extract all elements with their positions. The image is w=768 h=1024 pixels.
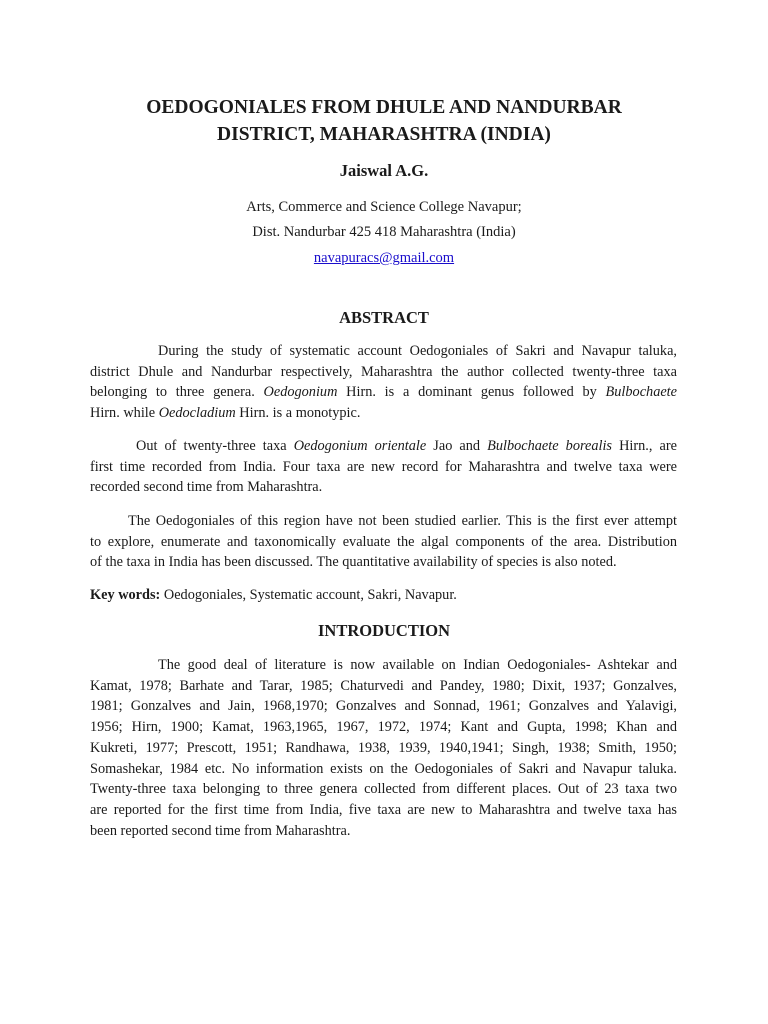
genus-name: Oedocladium <box>158 405 236 422</box>
abstract-paragraph-2 <box>90 436 677 498</box>
introduction-paragraph <box>90 655 677 841</box>
text-line: The Oedogoniales of this region have not been studied earlier. This is the first ever attempt <box>128 513 677 529</box>
text-line <box>90 403 677 424</box>
affiliation-line-1: Arts, Commerce and Science College Navapur; <box>246 199 522 215</box>
title-line-2: DISTRICT, MAHARASHTRA (INDIA) <box>217 124 551 145</box>
text-line: first time recorded from India. Four taxa are new record for Maharashtra and twelve taxa were <box>90 458 677 475</box>
text-line: district Dhule and Nandurbar respectively, Maharashtra the author collected twenty-three taxa <box>90 363 677 380</box>
text-span: Jao and <box>426 438 488 454</box>
text-line <box>90 585 677 606</box>
text-line: 1956; Hirn, 1900; Kamat, 1963,1965, 1967, 1972, 1974; Kant and Gupta, 1998; Khan and <box>90 719 677 736</box>
keywords-text: Oedogoniales, Systematic account, Sakri, Navapur. <box>160 587 457 603</box>
text-line: been reported second time from Maharashtra. <box>90 822 351 839</box>
species-name: Oedogonium orientale <box>293 438 427 454</box>
keywords-line <box>90 585 677 606</box>
keywords-label: Key words: <box>90 587 161 603</box>
text-span: Out of twenty-three taxa <box>136 438 294 454</box>
text-line: Somashekar, 1984 etc. No information exists on the Oedogoniales of Sakri and Navapur taluka. <box>90 760 677 777</box>
text-line <box>90 382 677 403</box>
title-line-1: OEDOGONIALES FROM DHULE AND NANDURBAR <box>146 97 622 118</box>
text-line: During the study of systematic account Oedogoniales of Sakri and Navapur taluka, <box>158 343 677 359</box>
author-name: Jaiswal A.G. <box>339 161 429 180</box>
email-link[interactable]: navapuracs@gmail.com <box>313 250 455 266</box>
text-line: Twenty-three taxa belonging to three genera collected from different places. Out of 23 taxa two <box>90 781 677 798</box>
abstract-paragraph-3 <box>90 511 677 573</box>
text-line: Kukreti, 1977; Prescott, 1951; Randhawa, 1938, 1939, 1940,1941; Singh, 1938; Smith, 1950; <box>90 739 677 756</box>
text-line: are reported for the first time from India, five taxa are new to Maharashtra and twelve taxa has <box>90 801 677 818</box>
affiliation-line-2: Dist. Nandurbar 425 418 Maharashtra (India) <box>252 224 516 240</box>
text-span: Hirn., are <box>612 438 677 454</box>
text-line: of the taxa in India has been discussed. The quantitative availability of species is also noted. <box>90 554 617 571</box>
paper-title <box>60 94 708 148</box>
text-line: 1981; Gonzalves and Jain, 1968,1970; Gonzalves and Sonnad, 1961; Gonzalves and Yalavigi, <box>90 698 677 715</box>
species-name: Bulbochaete borealis <box>487 438 612 454</box>
text-line: recorded second time from Maharashtra. <box>90 479 323 496</box>
text-span: Hirn. is a dominant genus followed by <box>337 384 606 401</box>
abstract-heading: ABSTRACT <box>339 308 429 327</box>
text-line: The good deal of literature is now available on Indian Oedogoniales- Ashtekar and <box>158 657 677 673</box>
text-line <box>90 436 677 457</box>
text-span: belonging to three genera. <box>90 384 264 401</box>
introduction-heading: INTRODUCTION <box>317 621 451 640</box>
affiliation-email-line <box>0 248 768 268</box>
genus-name: Oedogonium <box>263 384 338 401</box>
text-line: to explore, enumerate and taxonomically evaluate the algal components of the area. Distribution <box>90 533 677 550</box>
genus-name: Bulbochaete <box>605 384 678 401</box>
text-line: Kamat, 1978; Barhate and Tarar, 1985; Chaturvedi and Pandey, 1980; Dixit, 1937; Gonzalves, <box>90 677 677 694</box>
text-span: Hirn. while <box>90 405 159 422</box>
abstract-paragraph-1 <box>90 341 677 424</box>
text-span: Hirn. is a monotypic. <box>235 405 361 422</box>
